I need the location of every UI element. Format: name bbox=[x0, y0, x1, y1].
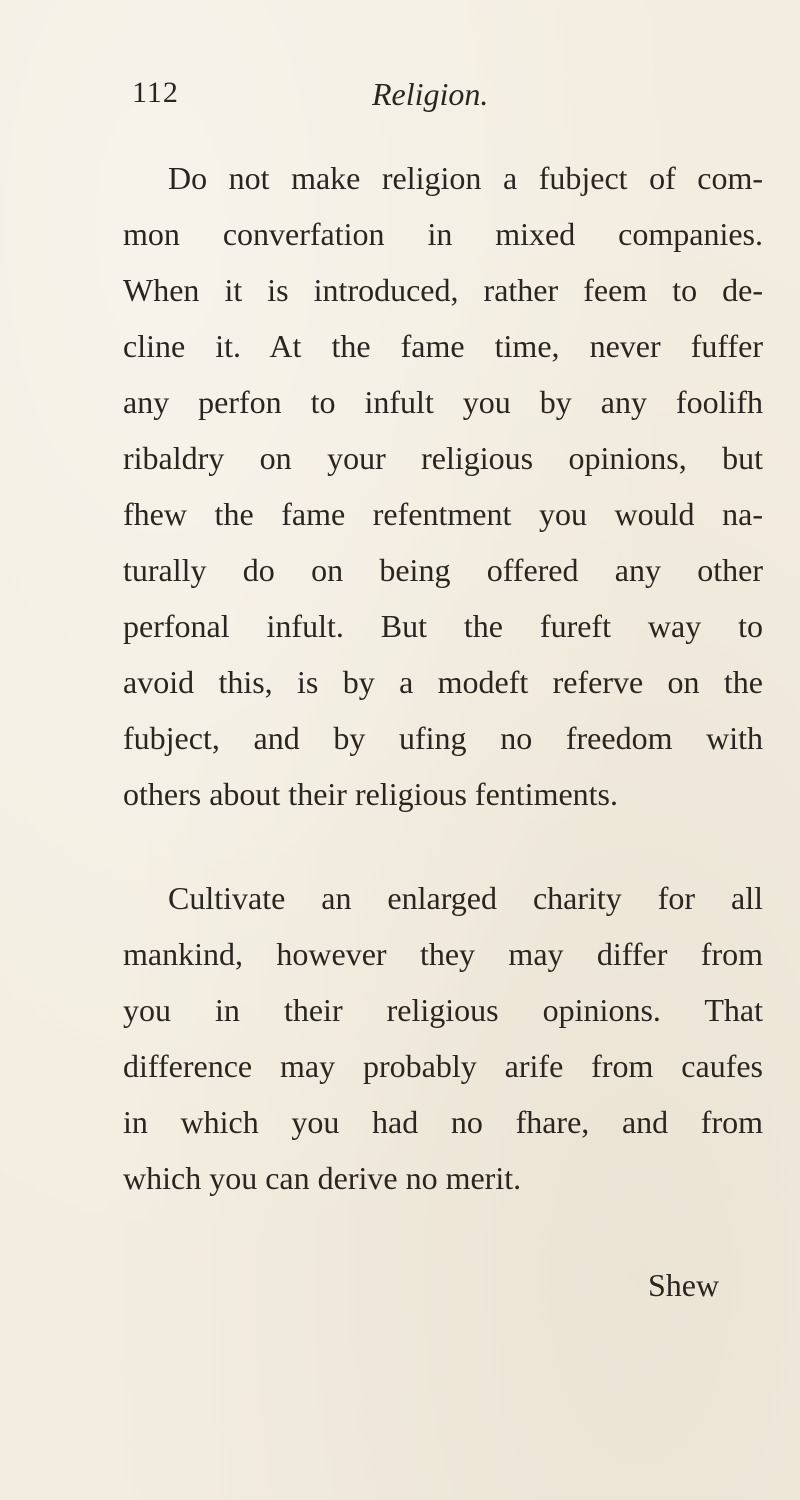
text-line: mankind, however they may differ from bbox=[123, 936, 763, 972]
text-line: When it is introduced, rather feem to de- bbox=[123, 272, 763, 308]
catchword: Shew bbox=[648, 1267, 720, 1303]
text-line: turally do on being offered any other bbox=[123, 552, 763, 588]
text-line: cline it. At the fame time, never fuffer bbox=[123, 328, 763, 364]
body-text bbox=[123, 150, 763, 1206]
text-line: any perfon to infult you by any foolifh bbox=[123, 384, 763, 420]
text-line: which you can derive no merit. bbox=[123, 1160, 522, 1196]
text-line: fhew the fame refentment you would na- bbox=[123, 496, 763, 532]
text-line: Cultivate an enlarged charity for all bbox=[168, 880, 763, 916]
text-line: you in their religious opinions. That bbox=[123, 992, 763, 1028]
text-line: ribaldry on your religious opinions, but bbox=[123, 440, 763, 476]
paragraph-2 bbox=[123, 870, 763, 1206]
paragraph-1 bbox=[123, 150, 763, 822]
running-head bbox=[132, 76, 692, 116]
page-number: 112 bbox=[132, 76, 179, 109]
text-line: fubject, and by ufing no freedom with bbox=[123, 720, 763, 756]
text-line: perfonal infult. But the fureft way to bbox=[123, 608, 763, 644]
text-line: in which you had no fhare, and from bbox=[123, 1104, 763, 1140]
text-line: Do not make religion a fubject of com- bbox=[168, 160, 763, 196]
text-line: others about their religious fentiments. bbox=[123, 776, 618, 812]
paragraph-gap bbox=[123, 822, 763, 870]
running-title: Religion. bbox=[372, 76, 489, 112]
text-line: difference may probably arife from caufes bbox=[123, 1048, 763, 1084]
text-line: avoid this, is by a modeft referve on the bbox=[123, 664, 763, 700]
text-line: mon converfation in mixed companies. bbox=[123, 216, 763, 252]
